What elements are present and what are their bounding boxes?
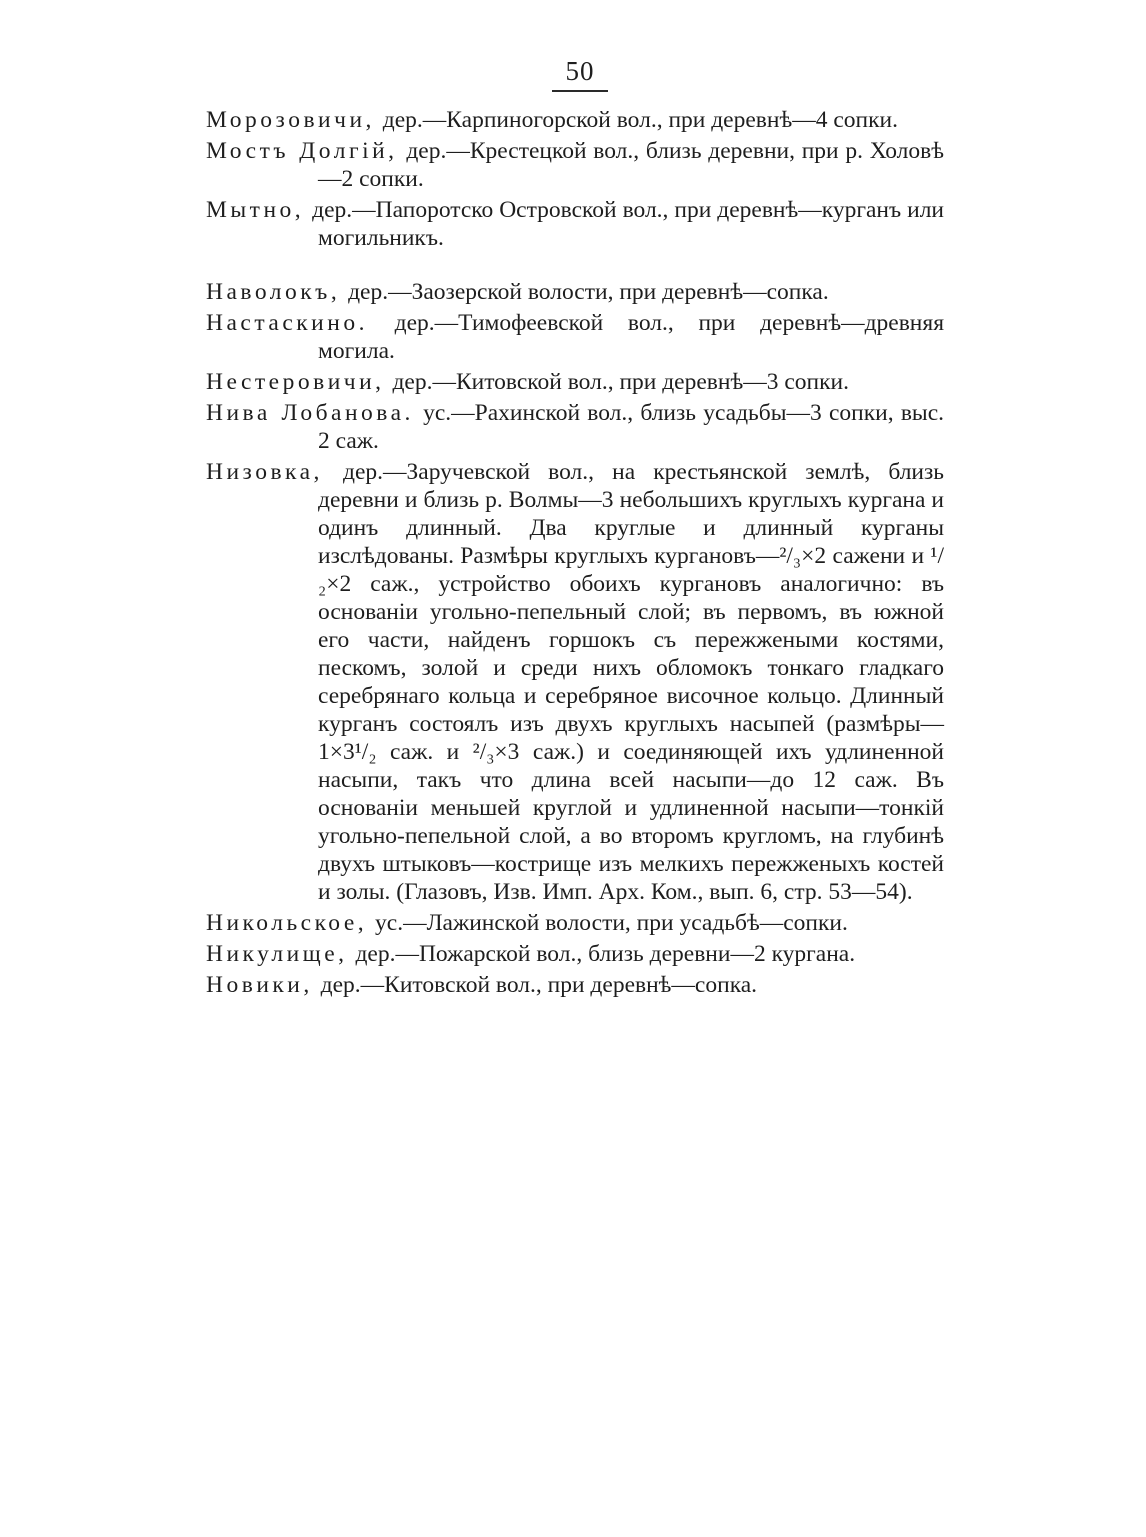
- entry-name: Нива Лобанова.: [206, 400, 414, 426]
- entry-name: Мостъ Долгій,: [206, 138, 398, 164]
- entry-text: дер.—Заручевской вол., на крестьянской землѣ, близь деревни и близь р. Волмы—3 небольшихъ круглыхъ кургана и одинъ длинный. Два круглые и длинный курганы изслѣдованы. Размѣры круглыхъ кургановъ—²/₃×2 сажени и ¹/₂×2 саж., устройство обоихъ кургановъ аналогично: въ основаніи угольно-пепельный слой; въ первомъ, въ южной его части, найденъ горшокъ съ пережжеными костями, пескомъ, золой и среди нихъ обломокъ тонкаго гладкаго серебрянаго кольца и серебряное височное кольцо. Длинный курганъ состоялъ изъ двухъ круглыхъ насыпей (размѣры—1×3¹/₂ саж. и ²/₃×3 саж.) и соединяющей ихъ удлиненной насыпи, такъ что длина всей насыпи—до 12 саж. Въ основаніи меньшей круглой и удлиненной насыпи—тонкій угольно-пепельной слой, а во второмъ кругломъ, на глубинѣ двухъ штыковъ—кострище изъ мелкихъ пережженыхъ костей и золы. (Глазовъ, Изв. Имп. Арх. Ком., вып. 6, стр. 53—54).: [318, 459, 944, 905]
- entry-name: Низовка,: [206, 459, 323, 485]
- entry-text: ус.—Рахинской вол., близь усадьбы—3 сопки, выс. 2 саж.: [318, 400, 945, 454]
- entry-name: Нестеровичи,: [206, 369, 385, 395]
- entry-name: Новики,: [206, 972, 313, 998]
- entry-nastaskino: [206, 309, 944, 365]
- entry-text: дер.—Китовской вол., при деревнѣ—3 сопки.: [392, 369, 849, 395]
- entry-name: Морозовичи,: [206, 107, 375, 133]
- entry-text: дер.—Карпиногорской вол., при деревнѣ—4 сопки.: [382, 107, 898, 133]
- entry-navolok: [206, 278, 944, 306]
- page-number-rule: [552, 90, 608, 92]
- entry-nizovka: [206, 458, 944, 906]
- entry-name: Настаскино.: [206, 310, 368, 336]
- entry-text: дер.—Тимофеевской вол., при деревнѣ—древняя могила.: [318, 310, 945, 364]
- entry-text: дер.—Китовской вол., при деревнѣ—сопка.: [320, 972, 758, 998]
- entry-name: Никулище,: [206, 941, 348, 967]
- entry-most-dolgiy: [206, 137, 944, 193]
- entry-name: Наволокъ,: [206, 279, 341, 305]
- gazetteer-entries: [206, 106, 944, 1002]
- entry-name: Никольское,: [206, 910, 368, 936]
- entry-nikulishche: [206, 940, 944, 968]
- entry-nesterovichi: [206, 368, 944, 396]
- entry-text: дер.—Заозерской волости, при деревнѣ—сопка.: [348, 279, 829, 305]
- entry-text: дер.—Пожарской вол., близь деревни—2 кургана.: [355, 941, 856, 967]
- entry-text: дер.—Папоротско Островской вол., при деревнѣ—курганъ или могильникъ.: [312, 197, 945, 251]
- entry-noviki: [206, 971, 944, 999]
- entry-text: дер.—Крестецкой вол., близь деревни, при р. Холовѣ—2 сопки.: [318, 138, 944, 192]
- entry-name: Мытно,: [206, 197, 305, 223]
- entry-morozovichi: [206, 106, 944, 134]
- page-number: 50: [565, 56, 595, 86]
- entry-niva-lobanova: [206, 399, 944, 455]
- entry-nikolskoe: [206, 909, 944, 937]
- entry-text: ус.—Лажинской волости, при усадьбѣ—сопки.: [375, 910, 848, 936]
- entry-mytno: [206, 196, 944, 252]
